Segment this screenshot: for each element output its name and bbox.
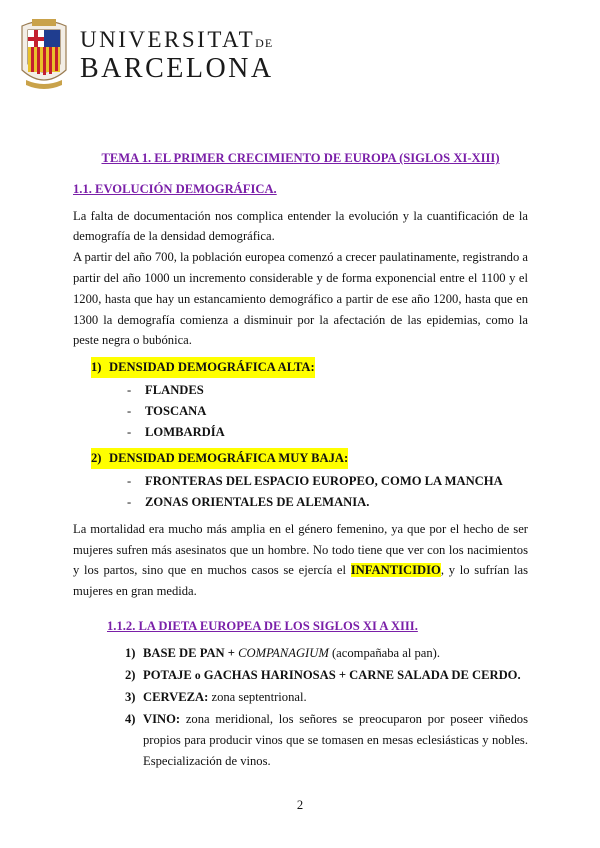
- document-body: [73, 148, 528, 773]
- university-header: [18, 14, 318, 94]
- paragraph-documentacion: La falta de documentación nos complica entender la evolución y la cuantificación de la demografía de la densidad demográfica.: [73, 208, 528, 244]
- paragraph-mortalidad: [73, 519, 528, 602]
- heading-densidad-baja: [91, 448, 528, 469]
- list-item: [125, 687, 528, 708]
- document-title: TEMA 1. EL PRIMER CRECIMIENTO DE EUROPA (SIGLOS XI-XIII): [101, 151, 500, 165]
- densidad-alta-label: DENSIDAD DEMOGRÁFICA ALTA:: [109, 357, 315, 378]
- list-item-text: FRONTERAS DEL ESPACIO EUROPEO, COMO LA MANCHA: [145, 474, 503, 489]
- diet-italic: COMPANAGIUM: [238, 645, 329, 660]
- list-item-text: [143, 687, 307, 708]
- diet-bold: POTAJE: [143, 667, 195, 682]
- numbered-marker: 1): [91, 357, 109, 378]
- paragraph-poblacion: A partir del año 700, la población europea comenzó a crecer paulatinamente, registrando a partir del año 1000 un incremento considerable y de forma exponencial entre el 1100 y el 1200, hasta que hay un estancamiento demográfico a partir de ese año 1200, hasta que en 1300 la demografía comienza a disminuir por la afectación de las epidemias, como la peste negra o bubónica.: [73, 250, 528, 348]
- diet-small: o: [194, 669, 201, 682]
- section-heading-dieta: 1.1.2. LA DIETA EUROPEA DE LOS SIGLOS XI A XIII.: [107, 618, 418, 633]
- list-item-text: [143, 643, 440, 664]
- diet-bold-2: GACHAS HARINOSAS + CARNE SALADA DE CERDO.: [200, 667, 521, 682]
- wordmark-universitat: UNIVERSITAT: [80, 27, 256, 52]
- densidad-baja-list: [73, 471, 528, 513]
- page-number: 2: [296, 798, 304, 812]
- list-item: [125, 709, 528, 771]
- list-item: [127, 380, 528, 401]
- diet-bold: CERVEZA:: [143, 690, 209, 705]
- dash-bullet: -: [127, 403, 132, 418]
- list-item-text: LOMBARDÍA: [145, 424, 225, 439]
- list-item: [127, 422, 528, 443]
- densidad-alta-list: [73, 380, 528, 442]
- densidad-baja-label: DENSIDAD DEMOGRÁFICA MUY BAJA:: [109, 448, 348, 469]
- diet-rest: zona septentrional.: [208, 690, 307, 705]
- wordmark-barcelona: BARCELONA: [80, 53, 274, 84]
- dieta-list: [73, 643, 528, 772]
- numbered-marker: 1): [125, 645, 136, 660]
- diet-bold: BASE DE PAN +: [143, 645, 239, 660]
- list-item-text: TOSCANA: [145, 403, 207, 418]
- diet-rest: zona meridional, los señores se preocuparon por poseer viñedos propios para producir vinos que se tomasen en mesas eclesiásticas y nobles. Especialización de vinos.: [143, 712, 528, 768]
- dash-bullet: -: [127, 494, 132, 509]
- list-item: [127, 401, 528, 422]
- list-item-text: FLANDES: [145, 382, 204, 397]
- list-item: [125, 665, 528, 687]
- list-item: [127, 492, 528, 513]
- list-item-text: [143, 665, 521, 687]
- numbered-marker: 2): [91, 448, 109, 469]
- numbered-marker: 4): [125, 712, 136, 727]
- university-wordmark: [80, 28, 274, 83]
- heading-densidad-alta: [91, 357, 528, 378]
- numbered-marker: 3): [125, 690, 136, 705]
- section-heading-demografia: 1.1. EVOLUCIÓN DEMOGRÁFICA.: [73, 181, 277, 196]
- university-seal-logo: [18, 14, 70, 94]
- mortalidad-text-a: La mortalidad era mucho más amplia en el género femenino, ya que por el hecho de ser mujeres sufren más asesinatos que un hombre. No todo tiene que ver con los nacimientos y los partos, sino que en muchos casos se ejercía el: [73, 521, 528, 578]
- list-item-text: [143, 709, 528, 771]
- dash-bullet: -: [127, 424, 132, 439]
- mortalidad-text-b: , y lo sufrían las mujeres en gran medida.: [73, 563, 529, 599]
- dash-bullet: -: [127, 474, 132, 489]
- list-item: [127, 471, 528, 492]
- list-item-text: ZONAS ORIENTALES DE ALEMANIA.: [145, 494, 370, 509]
- infanticidio-highlight: INFANTICIDIO: [350, 563, 441, 578]
- wordmark-de: DE: [255, 36, 274, 50]
- dash-bullet: -: [127, 382, 132, 397]
- list-item: [125, 643, 528, 664]
- numbered-marker: 2): [125, 667, 136, 682]
- diet-bold: VINO:: [143, 712, 181, 727]
- diet-rest: (acompañaba al pan).: [328, 645, 441, 660]
